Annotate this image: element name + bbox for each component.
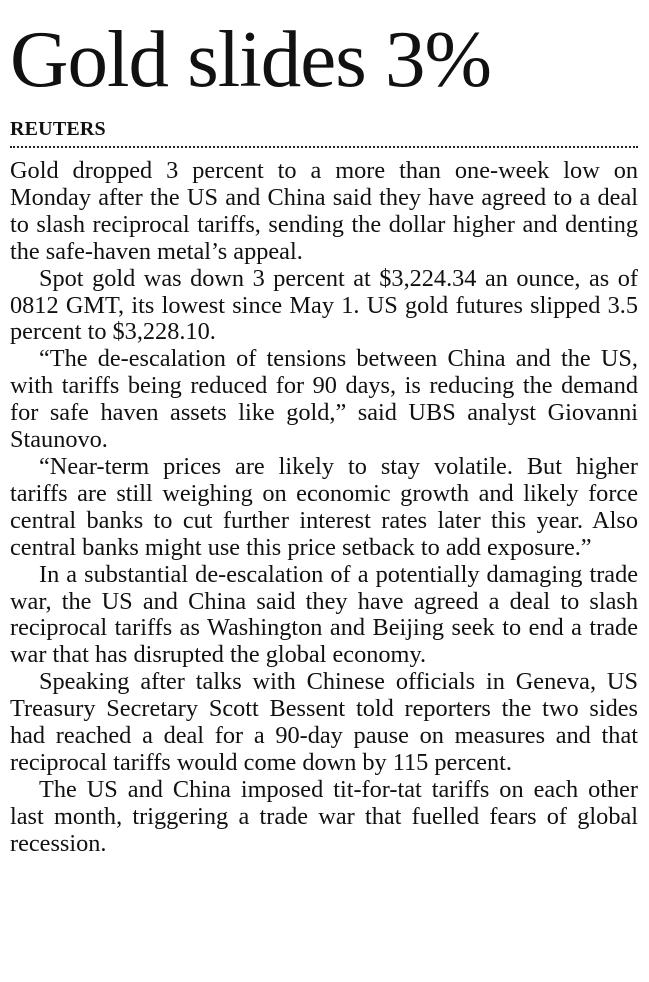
paragraph-5: In a substantial de-escalation of a potentially damaging trade war, the US and China said they have agreed a deal to slash reciprocal tariffs as Washington and Beijing seek to end a trade war that has disrupted the global economy.	[10, 560, 638, 669]
dotted-divider	[10, 146, 638, 148]
paragraph-3: “The de-escalation of tensions between China and the US, with tariffs being reduced for 90 days, is reducing the demand for safe haven assets like gold,” said UBS analyst Giovanni Staunovo.	[10, 345, 638, 454]
paragraph-2: Spot gold was down 3 percent at $3,224.34 an ounce, as of 0812 GMT, its lowest since May 1. US gold futures slipped 3.5 percent to $3,228.10.	[10, 264, 638, 346]
byline: REUTERS	[10, 118, 106, 140]
news-article	[10, 0, 638, 858]
paragraph-1: Gold dropped 3 percent to a more than one-week low on Monday after the US and China said they have agreed to a deal to slash reciprocal tariffs, sending the dollar higher and denting the safe-haven metal’s appeal.	[10, 157, 638, 265]
paragraph-7: The US and China imposed tit-for-tat tariffs on each other last month, triggering a trade war that fuelled fears of global recession.	[10, 775, 638, 857]
article-body	[10, 158, 638, 858]
paragraph-4: “Near-term prices are likely to stay volatile. But higher tariffs are still weighing on economic growth and likely force central banks to cut further interest rates later this year. Also central banks might use this price setback to add exposure.”	[10, 452, 638, 561]
headline: Gold slides 3%	[10, 14, 491, 104]
paragraph-6: Speaking after talks with Chinese officials in Geneva, US Treasury Secretary Scott Bessent told reporters the two sides had reached a deal for a 90-day pause on measures and that reciprocal tariffs would come down by 115 percent.	[10, 668, 638, 776]
